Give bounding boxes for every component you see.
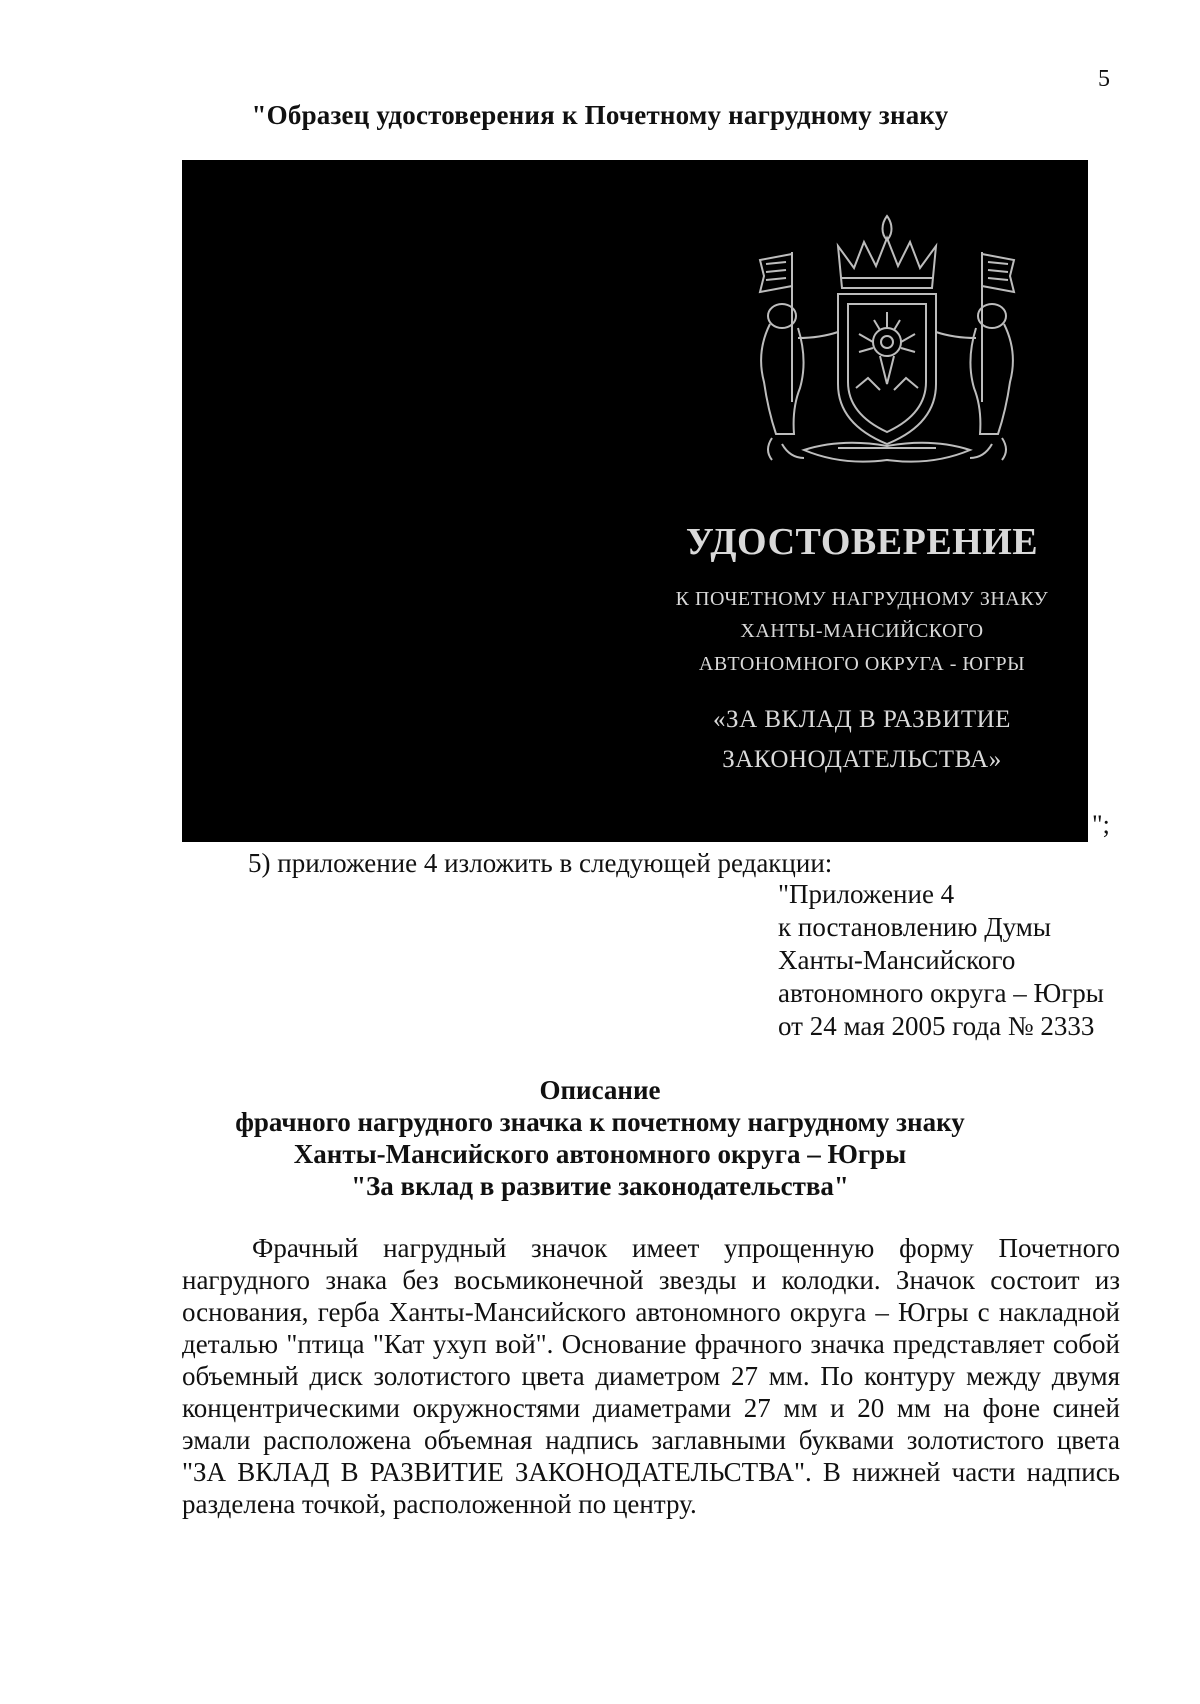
certificate-subtitle-line: ХАНТЫ-МАНСИЙСКОГО [740, 620, 984, 642]
body-paragraph: Фрачный нагрудный значок имеет упрощенную форму Почетного нагрудного знака без восьмиконечной звезды и колодки. Значок состоит из основания, герба Ханты-Мансийского автономного округа – Югры с накладной деталью "птица "Кат ухуп вой". Основание фрачного значка представляет собой объемный диск золотистого цвета диаметром 27 мм. По контуру между двумя концентрическими окружностями диаметрами 27 мм и 20 мм на фоне синей эмали расположена объемная надпись заглавными буквами золотистого цвета "ЗА ВКЛАД В РАЗВИТИЕ ЗАКОНОДАТЕЛЬСТВА". В нижней части надпись разделена точкой, расположенной по центру. [182, 1233, 1120, 1519]
description-heading-line: Описание [539, 1075, 661, 1105]
appendix-line: Ханты-Мансийского [778, 945, 1016, 975]
description-heading-line: "За вклад в развитие законодательства" [351, 1171, 849, 1201]
certificate-subtitle-line: К ПОЧЕТНОМУ НАГРУДНОМУ ЗНАКУ [675, 588, 1049, 610]
appendix-line: от 24 мая 2005 года № 2333 [778, 1011, 1095, 1041]
closing-quote: "; [1092, 810, 1110, 839]
appendix-line: "Приложение 4 [778, 879, 955, 909]
appendix-line: к постановлению Думы [778, 912, 1051, 942]
description-heading [0, 1074, 1200, 1202]
appendix-header [778, 878, 1104, 1043]
appendix-line: автономного округа – Югры [778, 978, 1104, 1008]
coat-of-arms-icon [742, 212, 1032, 490]
certificate-award-name-line: «ЗА ВКЛАД В РАЗВИТИЕ [713, 706, 1011, 733]
amendment-item: 5) приложение 4 изложить в следующей редакции: [248, 848, 833, 878]
certificate-cover [182, 160, 1088, 842]
certificate-subtitle-line: АВТОНОМНОГО ОКРУГА - ЮГРЫ [698, 653, 1026, 675]
certificate-award-name-line: ЗАКОНОДАТЕЛЬСТВА» [722, 746, 1002, 773]
sample-title: "Образец удостоверения к Почетному нагрудному знаку [251, 100, 949, 130]
description-heading-line: Ханты-Мансийского автономного округа – Югры [293, 1139, 907, 1169]
page-number: 5 [1098, 66, 1110, 92]
certificate-heading: УДОСТОВЕРЕНИЕ [685, 521, 1039, 563]
description-heading-line: фрачного нагрудного значка к почетному нагрудному знаку [235, 1107, 965, 1137]
